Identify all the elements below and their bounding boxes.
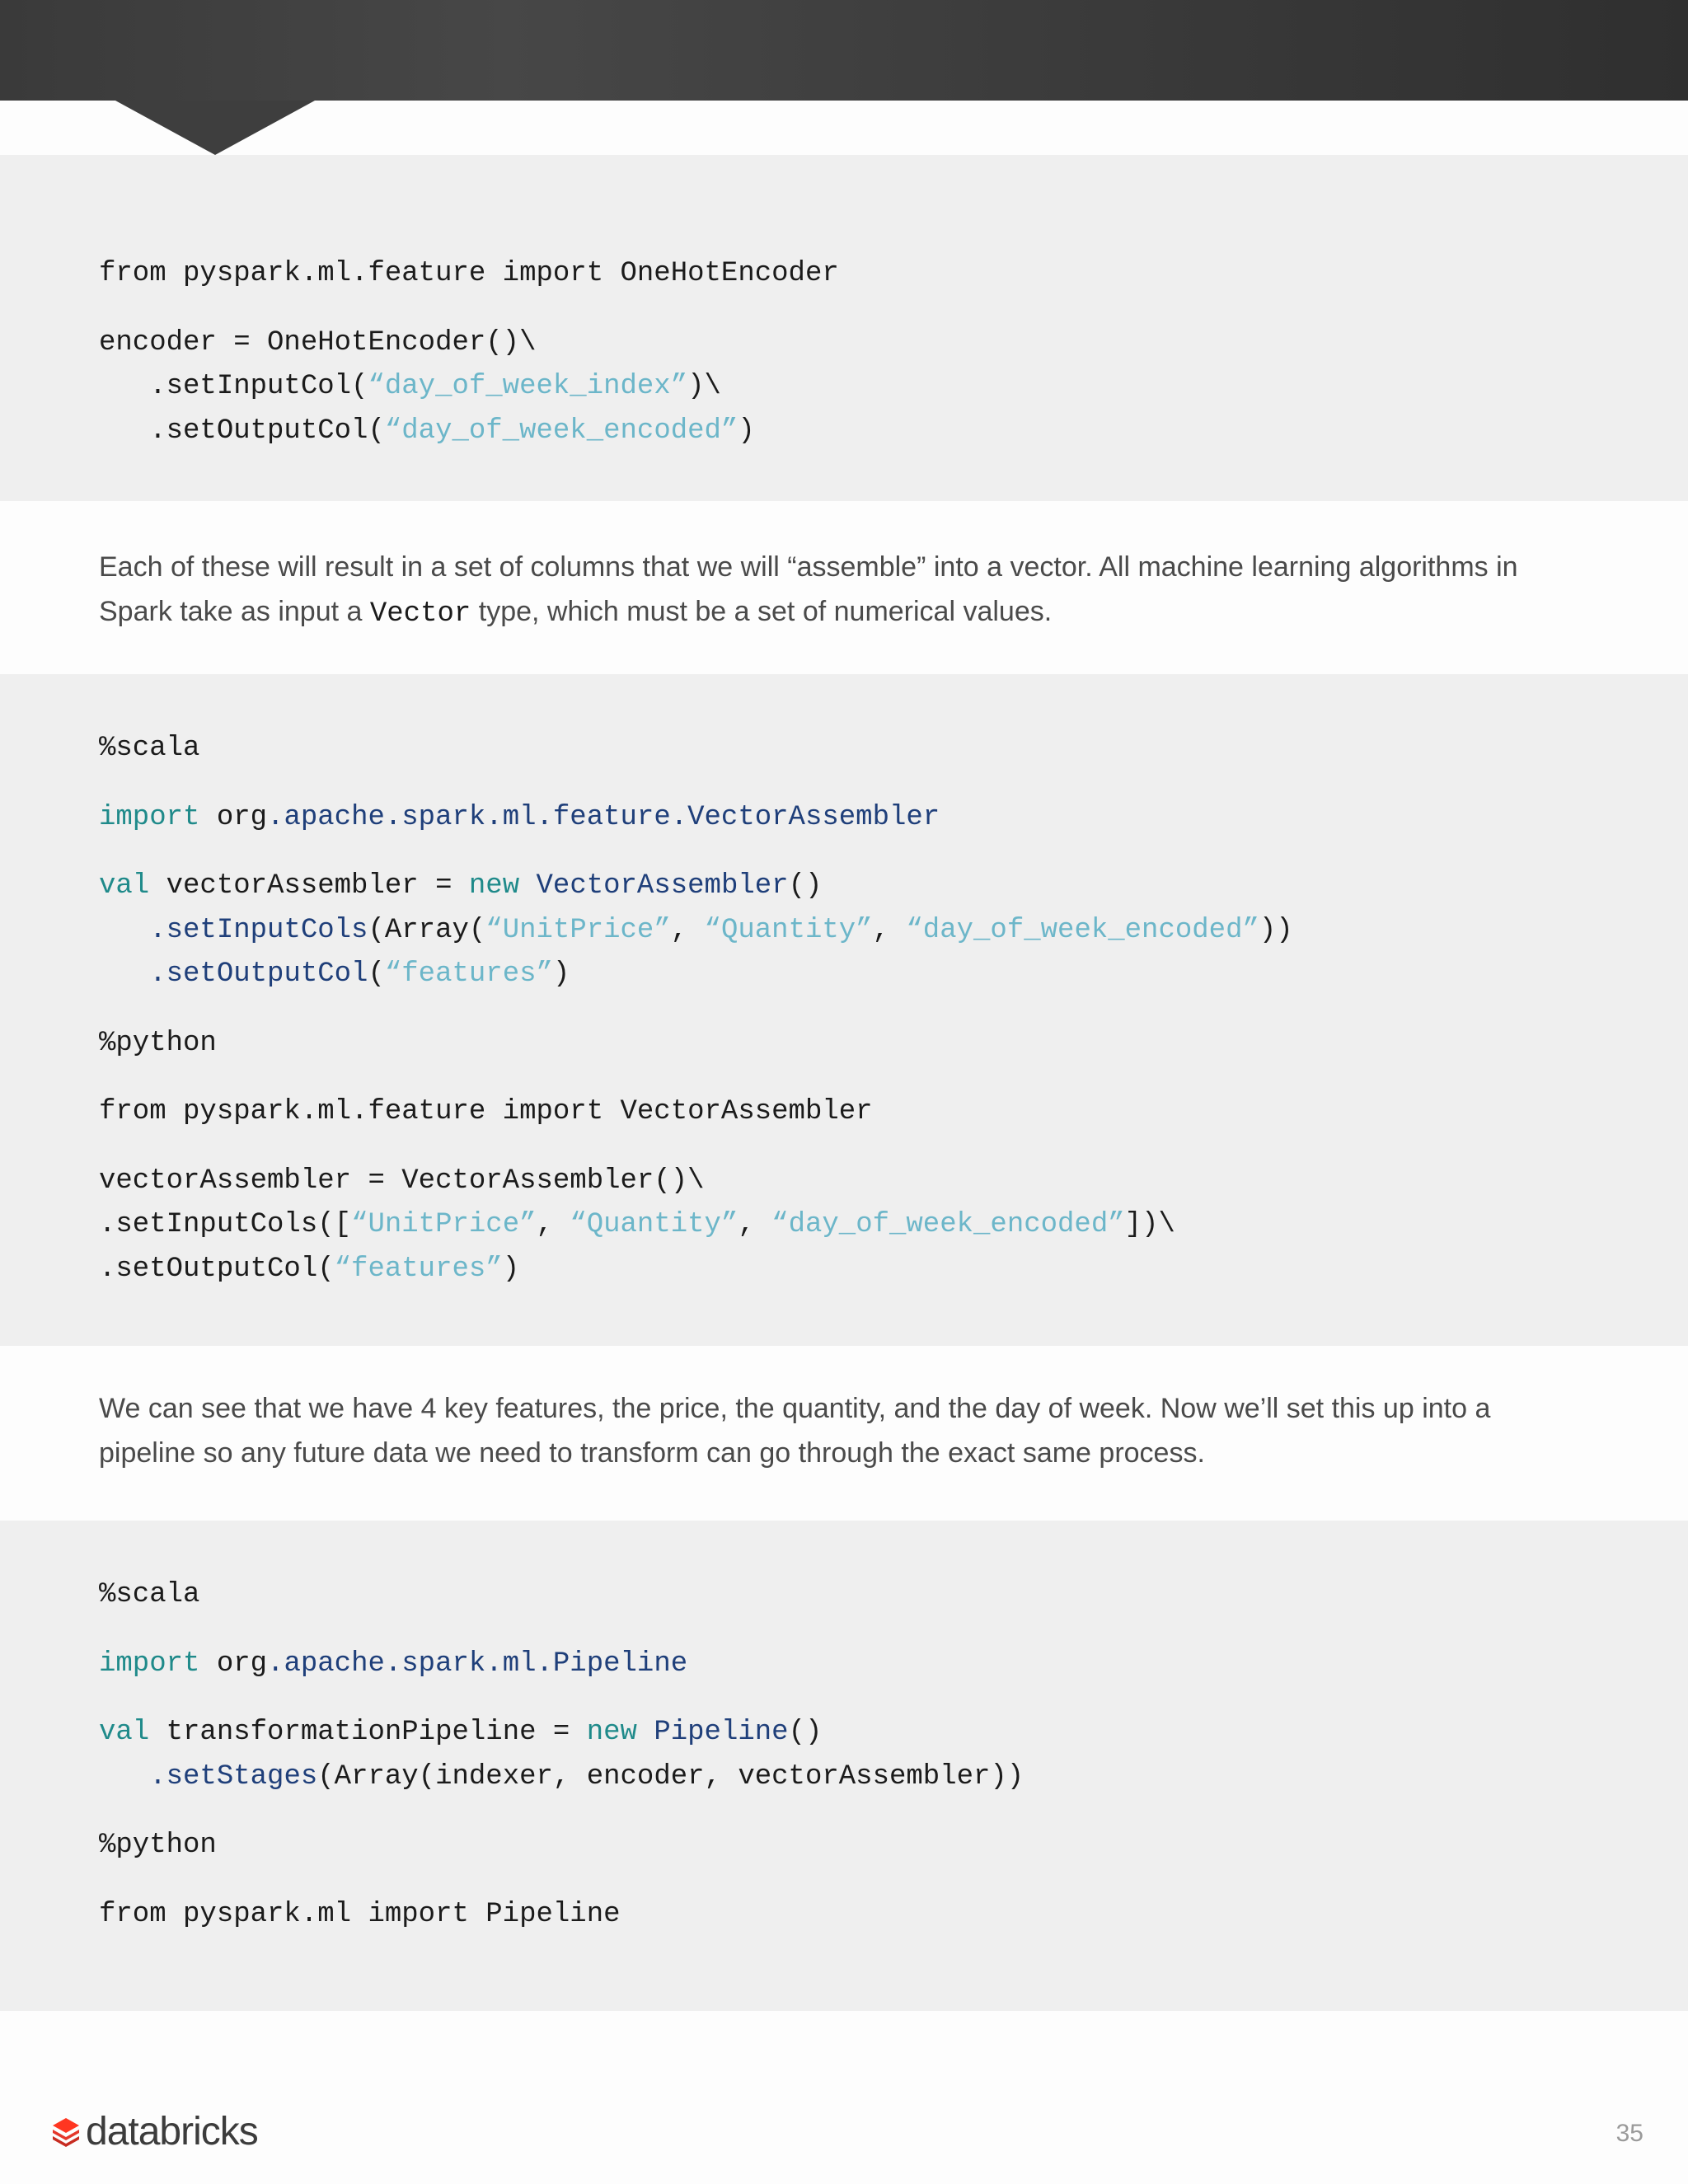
code-line: %python	[99, 1027, 217, 1059]
text-block-vector	[0, 501, 1688, 674]
text-block-pipeline	[0, 1346, 1688, 1521]
code-line: from pyspark.ml.feature import OneHotEncoder	[99, 258, 839, 289]
code-line: .setInputCol(“day_of_week_index”)\	[99, 371, 721, 402]
code-line: .setStages(Array(indexer, encoder, vectorAssembler))	[149, 1760, 1025, 1793]
code-block-vectorassembler	[0, 674, 1688, 1346]
inline-code-vector: Vector	[369, 598, 471, 630]
page-number: 35	[1615, 2120, 1643, 2147]
paragraph-vector: Each of these will result in a set of columns that we will “assemble” into a vector. All machine learning algorithms in Spark take as input a Vector type, which must be a set of numerical values.	[99, 551, 1518, 630]
databricks-logo	[49, 2108, 258, 2154]
code-line: %scala	[99, 1579, 200, 1610]
code-pipeline	[99, 1573, 1024, 1937]
code-block-pipeline	[0, 1521, 1688, 2011]
code-line: .setOutputCol(“features”)	[99, 1253, 520, 1285]
code-onehotencoder	[99, 252, 839, 453]
code-vectorassembler	[99, 727, 1293, 1291]
code-line: .setOutputCol(“day_of_week_encoded”)	[99, 415, 755, 447]
code-line: val vectorAssembler = new VectorAssembler()	[99, 870, 823, 902]
code-line: .setInputCols([“UnitPrice”, “Quantity”, “day_of_week_encoded”])\	[99, 1209, 1175, 1240]
header-band	[0, 0, 1688, 101]
paragraph-pipeline: We can see that we have 4 key features, the price, the quantity, and the day of week. Now we’ll set this up into a pipeline so any future data we need to transform can go through the exact same process.	[99, 1393, 1491, 1469]
code-line: from pyspark.ml.feature import VectorAssembler	[99, 1096, 873, 1127]
code-line: val transformationPipeline = new Pipeline()	[99, 1717, 823, 1748]
code-line: encoder = OneHotEncoder()\	[99, 326, 537, 359]
code-line: vectorAssembler = VectorAssembler()\	[99, 1165, 705, 1197]
code-line: from pyspark.ml import Pipeline	[99, 1898, 621, 1930]
databricks-logo-icon	[49, 2115, 82, 2148]
code-line: import org.apache.spark.ml.Pipeline	[99, 1647, 688, 1680]
code-line: import org.apache.spark.ml.feature.VectorAssembler	[99, 801, 940, 833]
code-line: %scala	[99, 733, 200, 764]
code-block-onehotencoder	[0, 155, 1688, 501]
code-line: .setOutputCol(“features”)	[149, 958, 570, 990]
header-notch	[115, 101, 315, 155]
logo-wordmark: databricks	[86, 2109, 258, 2154]
code-line: .setInputCols(Array(“UnitPrice”, “Quantity”, “day_of_week_encoded”))	[149, 914, 1293, 946]
code-line: %python	[99, 1830, 217, 1861]
